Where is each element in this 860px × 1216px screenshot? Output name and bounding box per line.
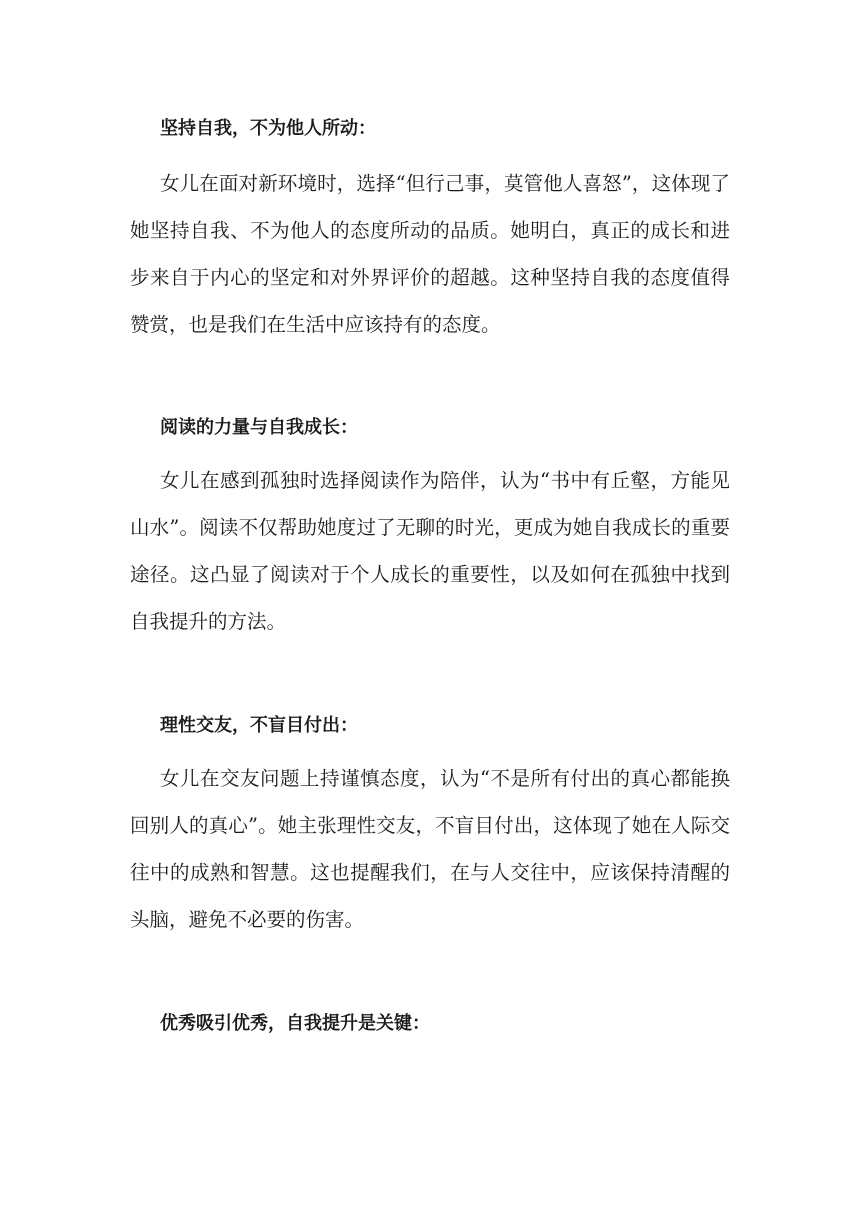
section-paragraph: 女儿在交友问题上持谨慎态度，认为“不是所有付出的真心都能换回别人的真心”。她主张理性交友，不盲目付出，这体现了她在人际交往中的成熟和智慧。这也提醒我们，在与人交往中，应该保持清醒的头脑，避免不必要的伤害。	[130, 767, 730, 931]
section-heading: 阅读的力量与自我成长：	[160, 417, 358, 438]
section-heading: 理性交友，不盲目付出：	[160, 715, 358, 736]
section-paragraph: 女儿在感到孤独时选择阅读作为陪伴，认为“书中有丘壑，方能见山水”。阅读不仅帮助她度过了无聊的时光，更成为她自我成长的重要途径。这凸显了阅读对于个人成长的重要性，以及如何在孤独中找到自我提升的方法。	[130, 469, 730, 633]
section-paragraph: 女儿在面对新环境时，选择“但行己事，莫管他人喜怒”，这体现了她坚持自我、不为他人的态度所动的品质。她明白，真正的成长和进步来自于内心的坚定和对外界评价的超越。这种坚持自我的态度值得赞赏，也是我们在生活中应该持有的态度。	[130, 172, 730, 336]
section-heading: 优秀吸引优秀，自我提升是关键：	[160, 1013, 430, 1034]
section-heading: 坚持自我，不为他人所动：	[160, 118, 376, 139]
